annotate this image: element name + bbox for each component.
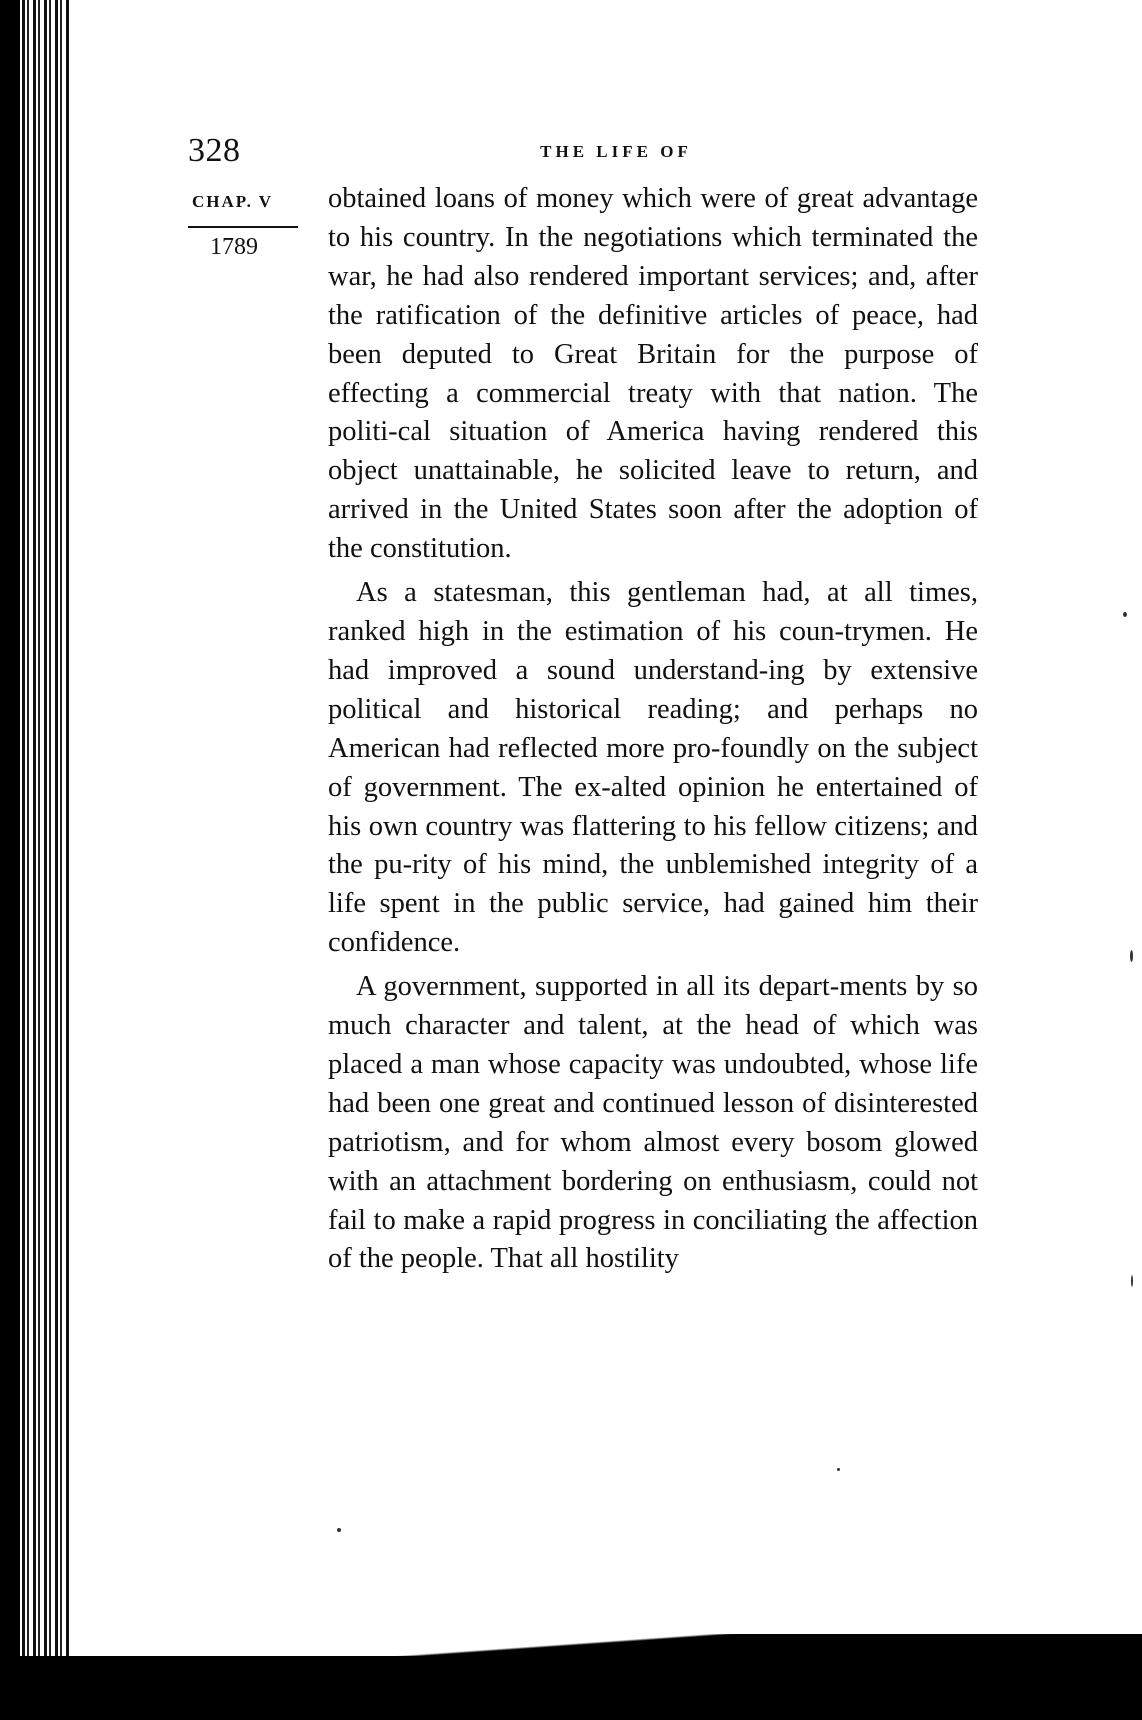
scan-speck (837, 1468, 840, 1471)
margin-divider (188, 226, 298, 228)
scan-speck (337, 1528, 341, 1532)
body-text (328, 180, 978, 1279)
paragraph-1: obtained loans of money which were of great advantage to his country. In the negotiations which terminated the war, he had also rendered important services; and, after the ratification of the definitive articles of peace, had been deputed to Great Britain for the purpose of effecting a commercial treaty with that nation. The politi-cal situation of America having rendered this object unattainable, he solicited leave to return, and arrived in the United States soon after the adoption of the constitution. (328, 183, 978, 565)
scan-speck (1131, 1275, 1133, 1287)
page-bottom-shadow (0, 1656, 1142, 1720)
paragraph-2: As a statesman, this gentleman had, at all times, ranked high in the estimation of his coun-trymen. He had improved a sound understand-ing by extensive political and historical reading; and perhaps no American had reflected more pro-foundly on the subject of government. The ex-alted opinion he entertained of his own country was flattering to his fellow citizens; and the pu-rity of his mind, the unblemished integrity of a life spent in the public service, had gained him their confidence. (328, 577, 978, 959)
page-number: 328 (188, 132, 241, 169)
book-spine-shadow (0, 0, 70, 1720)
margin-chapter-note: CHAP. V (192, 192, 274, 211)
paragraph-3: A government, supported in all its depart-ments by so much character and talent, at the head of which was placed a man whose capacity was undoubted, whose life had been one great and continued lesson of disinterested patriotism, and for whom almost every bosom glowed with an attachment bordering on enthusiasm, could not fail to make a rapid progress in conciliating the affection of the people. That all hostility (328, 971, 978, 1275)
scan-speck (1130, 950, 1133, 962)
running-head: THE LIFE OF (540, 142, 692, 161)
margin-year-note: 1789 (210, 234, 258, 260)
scan-speck (1123, 612, 1127, 617)
